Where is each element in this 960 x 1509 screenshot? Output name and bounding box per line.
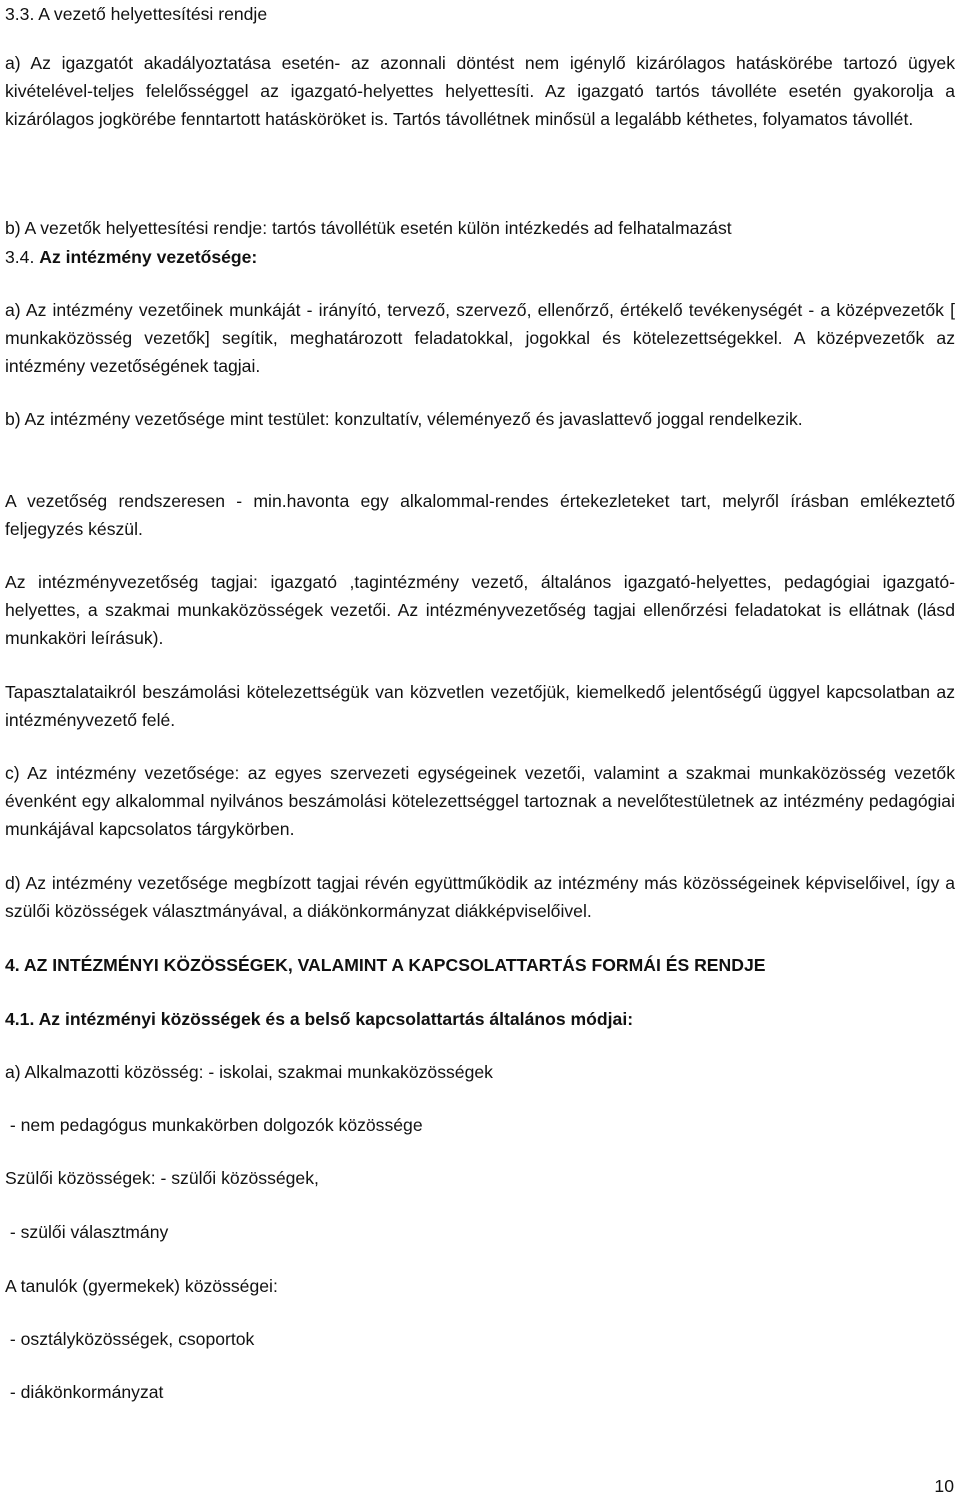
section-3-4-para-meetings: A vezetőség rendszeresen - min.havonta egy alkalommal-rendes értekezleteket tart, melyről írásban emlékeztető feljegyzés készül. bbox=[5, 491, 955, 539]
community-line: - osztályközösségek, csoportok bbox=[5, 1329, 255, 1349]
community-line: a) Alkalmazotti közösség: - iskolai, szakmai munkaközösségek bbox=[5, 1062, 493, 1082]
page-number: 10 bbox=[934, 1476, 954, 1496]
section-3-4-para-members: Az intézményvezetőség tagjai: igazgató ,tagintézmény vezető, általános igazgató-helyettes, pedagógiai igazgató-helyettes, a szakmai munkaközösségek vezetői. Az intézményvezetőség tagjai ellenőrzési feladatokat is ellátnak (lásd munkaköri leírásuk). bbox=[5, 572, 955, 648]
community-line: - diákönkormányzat bbox=[5, 1382, 164, 1402]
section-3-4-para-a: a) Az intézmény vezetőinek munkáját - irányító, tervező, szervező, ellenőrző, értékelő tevékenységét - a középvezetők [ munkaközösség vezetők] segítik, meghatározott feladatokkal, jogokkal és kötelezettségekkel. A középvezetők az intézmény vezetőségének tagjai. bbox=[5, 300, 955, 376]
section-3-4-para-report: Tapasztalataikról beszámolási kötelezettségük van közvetlen vezetőjük, kiemelkedő jelentőségű üggyel kapcsolatban az intézményvezető felé. bbox=[5, 682, 955, 730]
section-3-3-para-b: b) A vezetők helyettesítési rendje: tartós távollétük esetén külön intézkedés ad felhatalmazást bbox=[5, 218, 732, 238]
section-3-3-para-a: a) Az igazgatót akadályoztatása esetén- az azonnali döntést nem igénylő kizárólagos hatáskörébe tartozó ügyek kivételével-teljes felelősséggel az igazgató-helyettes helyettesíti. Az igazgató tartós távolléte esetén gyakorolja a kizárólagos jogkörébe fenntartott hatásköröket is. Tartós távollétnek minősül a legalább kéthetes, folyamatos távollét. bbox=[5, 53, 955, 129]
community-line: - nem pedagógus munkakörben dolgozók közössége bbox=[5, 1115, 423, 1135]
section-3-4-para-d: d) Az intézmény vezetősége megbízott tagjai révén együttműködik az intézmény más közösségeinek képviselőivel, így a szülői közösségek választmányával, a diákönkormányzat diákképviselőivel. bbox=[5, 873, 955, 921]
community-line: - szülői választmány bbox=[5, 1222, 169, 1242]
section-3-4-para-b: b) Az intézmény vezetősége mint testület: konzultatív, véleményező és javaslattevő joggal rendelkezik. bbox=[5, 409, 803, 429]
section-3-4-number: 3.4. bbox=[5, 247, 35, 267]
section-3-4-heading bbox=[5, 243, 257, 271]
section-3-4-para-c: c) Az intézmény vezetősége: az egyes szervezeti egységeinek vezetői, valamint a szakmai munkaközösség vezetők évenként egy alkalommal nyilvános beszámolási kötelezettséggel tartoznak a nevelőtestületnek az intézmény pedagógiai munkájával kapcsolatos tárgykörben. bbox=[5, 763, 955, 839]
community-line: Szülői közösségek: - szülői közösségek, bbox=[5, 1168, 319, 1188]
section-3-3-heading: 3.3. A vezető helyettesítési rendje bbox=[5, 4, 268, 24]
section-4-1-heading: 4.1. Az intézményi közösségek és a belső kapcsolattartás általános módjai: bbox=[5, 1009, 634, 1029]
section-3-4-title: Az intézmény vezetősége: bbox=[39, 247, 258, 267]
section-4-heading: 4. AZ INTÉZMÉNYI KÖZÖSSÉGEK, VALAMINT A KAPCSOLATTARTÁS FORMÁI ÉS RENDJE bbox=[5, 955, 766, 975]
community-line: A tanulók (gyermekek) közösségei: bbox=[5, 1276, 278, 1296]
